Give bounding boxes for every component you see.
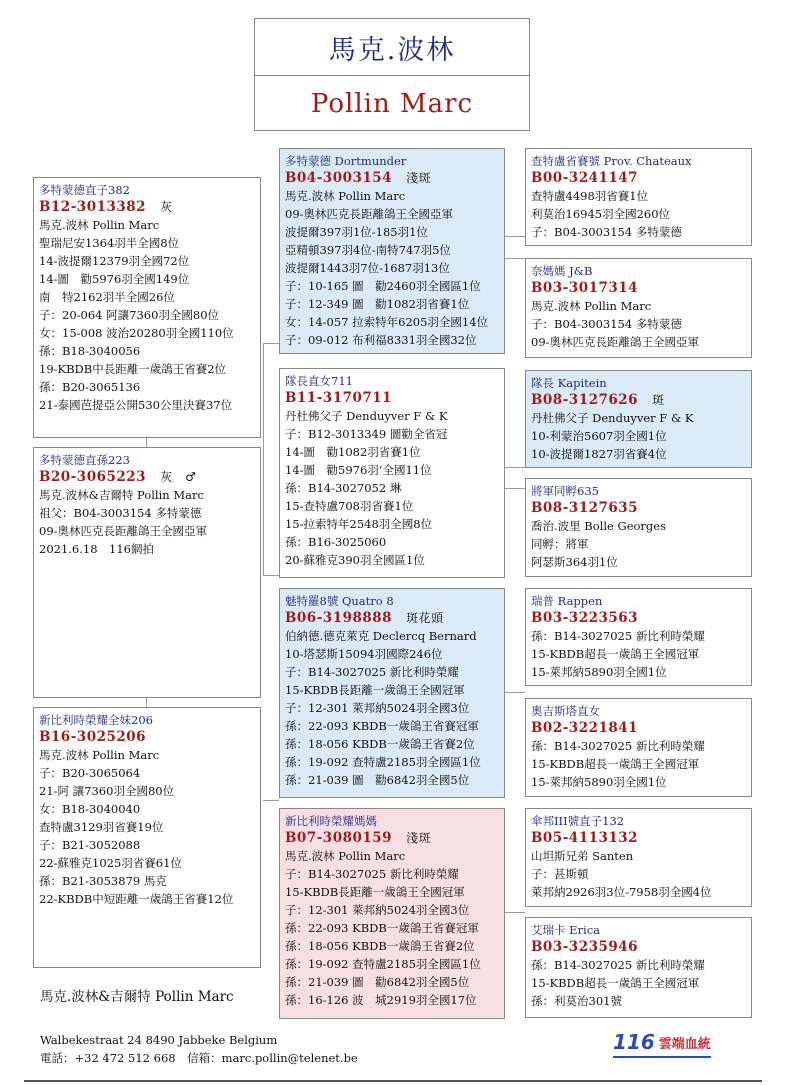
record-line: 子：甚斯頓 [531,867,589,881]
pedigree-card-dss [525,588,752,686]
record-line: 孫：B14-3027025 新比利時榮耀 [531,958,705,972]
connector-line [505,258,525,259]
pigeon-name: 艾瑞卡 Erica [531,923,601,937]
record-line: 子：B20-3065064 [39,766,141,780]
record-line: 丹杜佛父子 Denduyver F & K [531,411,694,425]
color-sex: 淺斑 [406,171,432,185]
record-line: 孫：B16-3025060 [285,535,387,549]
record-line: 2021.6.18 116網拍 [39,542,154,556]
logo-number: 116 [613,1030,655,1054]
ring-number: B03-3017314 [531,280,639,296]
pigeon-name: 瑞普 Rappen [531,594,603,608]
record-line: 阿瑟斯364羽1位 [531,555,618,569]
record-line: 子：B04-3003154 多特蒙德 [531,225,682,239]
connector-line [505,488,525,489]
record-line: 喬治.波里 Bolle Georges [531,519,666,533]
record-line: 09-奧林匹克長距離鴿王全國亞軍 [285,207,454,221]
connector-line [263,575,279,576]
pedigree-card-dsd [525,698,752,797]
ring-number: B04-3003154 淺斑 [285,170,432,186]
pigeon-name: 多特蒙德直孫223 [39,453,130,467]
record-line: 聖瑞尼安1364羽半全國8位 [39,236,180,250]
record-line: 子：10-165 圖 勸2460羽全國區1位 [285,279,481,293]
record-line: 伯納德.德克萊克 Declercq Bernard [285,629,477,643]
record-line: 女：B18-3040040 [39,802,141,816]
ring-number: B06-3198888 斑花頭 [285,610,444,626]
pedigree-card-dam-dam [279,808,505,1019]
ring-number: B16-3025206 [39,729,147,745]
record-line: 孫：18-056 KBDB一歲鴿王省賽2位 [285,939,475,953]
connector-line [146,697,147,707]
record-line: 孫：B20-3065136 [39,380,141,394]
pigeon-name: 多特蒙德直子382 [39,183,130,197]
pigeon-name: 查特盧省賽號 Prov. Chateaux [531,154,692,168]
record-line: 馬克.波林&吉爾特 Pollin Marc [39,488,204,502]
record-line: 15-查特盧708羽省賽1位 [285,499,414,513]
pigeon-name: 新比利時榮耀全妹206 [39,713,153,727]
brand-logo [613,1030,711,1054]
record-line: 子：B21-3052088 [39,838,141,852]
color-sex: 灰 ♂ [160,470,197,484]
record-line: 孫：B14-3027025 新比利時榮耀 [531,629,705,643]
record-line: 子：B14-3027025 新比利時榮耀 [285,867,459,881]
record-line: 子：12-301 萊邦納5024羽全國3位 [285,903,470,917]
owner-name-english: Pollin Marc [310,89,474,119]
record-line: 10-塔瑟斯15094羽國際246位 [285,647,443,661]
record-line: 15-萊邦納5890羽全國1位 [531,775,667,789]
record-line: 孫：18-056 KBDB一歲鴿王省賽2位 [285,737,475,751]
ring-number: B00-3241147 [531,170,639,186]
pigeon-name: 傘邦III號直子132 [531,814,625,828]
record-line: 孫：19-092 查特盧2185羽全國區1位 [285,957,481,971]
record-line: 丹杜佛父子 Denduyver F & K [285,409,448,423]
record-line: 馬克.波林 Pollin Marc [531,299,652,313]
record-line: 21-泰國芭提亞公開530公里決賽37位 [39,398,233,412]
pedigree-card-sire [33,177,261,438]
record-line: 波提爾1443羽7位-1687羽13位 [285,261,450,275]
ring-number: B11-3170711 [285,390,393,406]
record-line: 子：B14-3027025 新比利時榮耀 [285,665,459,679]
record-line: 子：20-064 阿讓7360羽全國80位 [39,308,220,322]
record-line: 女：15-008 波治20280羽全國110位 [39,326,234,340]
record-line: 利莫治16945羽全國260位 [531,207,671,221]
record-line: 子：B12-3013349 圖勸全省冠 [285,427,448,441]
connector-line [505,467,525,468]
color-sex: 淺斑 [406,831,432,845]
record-line: 15-KBDB超長一歲鴿王全國冠軍 [531,757,700,771]
connector-line [505,912,525,913]
connector-line [263,343,279,344]
contact-line: 電話：+32 472 512 668 信箱：marc.pollin@telenet.be [40,1051,358,1065]
record-line: 15-KBDB超長一歲鴿王全國冠軍 [531,976,700,990]
record-line: 馬克.波林 Pollin Marc [39,218,160,232]
record-line: 孫：21-039 圖 勸6842羽全國5位 [285,773,470,787]
record-line: 孫：22-093 KBDB一歲鴿王省賽冠軍 [285,719,479,733]
record-line: 南 特2162羽半全國26位 [39,290,175,304]
record-line: 馬克.波林 Pollin Marc [285,189,406,203]
record-line: 15-拉索特年2548羽全國8位 [285,517,433,531]
connector-line [146,437,147,447]
pigeon-name: 隊長 Kapitein [531,376,607,390]
pedigree-card-self [33,447,261,698]
record-line: 亞精頓397羽4位-南特747羽5位 [285,243,451,257]
owner-name-chinese: 馬克.波林 [255,19,529,76]
ring-number: B03-3223563 [531,610,639,626]
contact-block [40,1031,358,1067]
pigeon-name: 新比利時榮耀媽媽 [285,814,377,828]
connector-line [263,575,264,576]
ring-number: B08-3127626 斑 [531,392,665,408]
record-line: 15-KBDB超長一歲鴿王全國冠軍 [531,647,700,661]
record-line: 14-圖 勸5976羽全國149位 [39,272,190,286]
connector-line [505,236,525,237]
record-line: 孫：B21-3053879 馬克 [39,874,167,888]
record-line: 同孵：將軍 [531,537,589,551]
pigeon-name: 魅特羅8號 Quatro 8 [285,594,394,608]
record-line: 22-蘇雅克1025羽省賽61位 [39,856,182,870]
pedigree-card-sire-dam [279,368,505,578]
record-line: 孫：19-092 查特盧2185羽全國區1位 [285,755,481,769]
record-line: 孫：16-126 波 城2919羽全國17位 [285,993,477,1007]
pedigree-card-dds [525,808,752,907]
logo-text: 雲端血統 [658,1037,711,1052]
pedigree-card-sss [525,148,752,246]
record-line: 20-蘇雅克390羽全國區1位 [285,553,425,567]
pigeon-name: 奈媽媽 J&B [531,264,593,278]
owner-footer-name: 馬克.波林&吉爾特 Pollin Marc [40,989,234,1005]
record-line: 19-KBDB中長距離一歲鴿王省賽2位 [39,362,227,376]
record-line: 祖父：B04-3003154 多特蒙德 [39,506,202,520]
ring-number: B05-4113132 [531,830,639,846]
record-line: 馬克.波林 Pollin Marc [39,748,160,762]
record-line: 15-KBDB長距離一歲鴿王全國冠軍 [285,683,465,697]
ring-number: B03-3235946 [531,939,639,955]
record-line: 孫：21-039 圖 勸6842羽全國5位 [285,975,470,989]
record-line: 21-阿 讓7360羽全國80位 [39,784,175,798]
connector-line [263,800,279,801]
color-sex: 斑花頭 [406,611,444,625]
record-line: 查特盧3129羽省賽19位 [39,820,164,834]
record-line: 孫：利莫治301號 [531,994,622,1008]
record-line: 查特盧4498羽省賽1位 [531,189,649,203]
pigeon-name: 隊長直女711 [285,374,353,388]
pigeon-name: 多特蒙德 Dortmunder [285,154,407,168]
record-line: 孫：B14-3027052 琳 [285,481,402,495]
record-line: 15-萊邦納5890羽全國1位 [531,665,667,679]
record-line: 子：B04-3003154 多特蒙德 [531,317,682,331]
address-line: Walbekestraat 24 8490 Jabbeke Belgium [40,1033,278,1047]
record-line: 子：09-012 布利福8331羽全國32位 [285,333,477,347]
record-line: 22-KBDB中短距離一歲鴿王省賽12位 [39,892,234,906]
record-line: 山坦斯兄弟 Santen [531,849,634,863]
pedigree-card-sds [525,370,752,468]
pedigree-card-dam-sire [279,588,505,798]
record-line: 波提爾397羽1位-185羽1位 [285,225,428,239]
ring-number: B12-3013382 灰 [39,199,173,215]
title-box [254,18,530,131]
record-line: 10-波提爾1827羽省賽4位 [531,447,667,461]
ring-number: B20-3065223 灰 ♂ [39,469,197,485]
pedigree-card-dam [33,707,261,968]
record-line: 子：12-349 圖 勸1082羽省賽1位 [285,297,470,311]
pedigree-card-ssd [525,258,752,358]
record-line: 萊邦納2926羽3位-7958羽全國4位 [531,885,712,899]
record-line: 09-奧林匹克長距離鴿王全國亞軍 [39,524,208,538]
record-line: 14-波提爾12379羽全國72位 [39,254,190,268]
pedigree-card-sdd [525,478,752,577]
record-line: 15-KBDB長距離一歲鴿王全國冠軍 [285,885,465,899]
connector-line [263,343,264,575]
record-line: 子：12-301 萊邦納5024羽全國3位 [285,701,470,715]
ring-number: B08-3127635 [531,500,639,516]
record-line: 孫：B18-3040056 [39,344,141,358]
record-line: 馬克.波林 Pollin Marc [285,849,406,863]
connector-line [263,800,264,801]
record-line: 孫：22-093 KBDB一歲鴿王省賽冠軍 [285,921,479,935]
color-sex: 灰 [160,200,173,214]
ring-number: B07-3080159 淺斑 [285,830,432,846]
pedigree-card-sire-sire [279,148,505,354]
record-line: 孫：B14-3027025 新比利時榮耀 [531,739,705,753]
connector-line [505,692,525,693]
record-line: 09-奧林匹克長距離鴿王全國亞軍 [531,335,700,349]
bottom-divider [24,1080,762,1082]
pedigree-card-ddd [525,917,752,1018]
logo-underline [613,1056,711,1058]
ring-number: B02-3221841 [531,720,639,736]
record-line: 14-圖 勸1082羽省賽1位 [285,445,421,459]
pigeon-name: 奧吉斯塔直女 [531,704,600,718]
record-line: 女：14-057 拉索特年6205羽全國14位 [285,315,489,329]
color-sex: 斑 [652,393,665,407]
pigeon-name: 將軍同孵635 [531,484,599,498]
record-line: 10-利蒙治5607羽全國1位 [531,429,667,443]
record-line: 14-圖 勸5976羽’全國11位 [285,463,432,477]
